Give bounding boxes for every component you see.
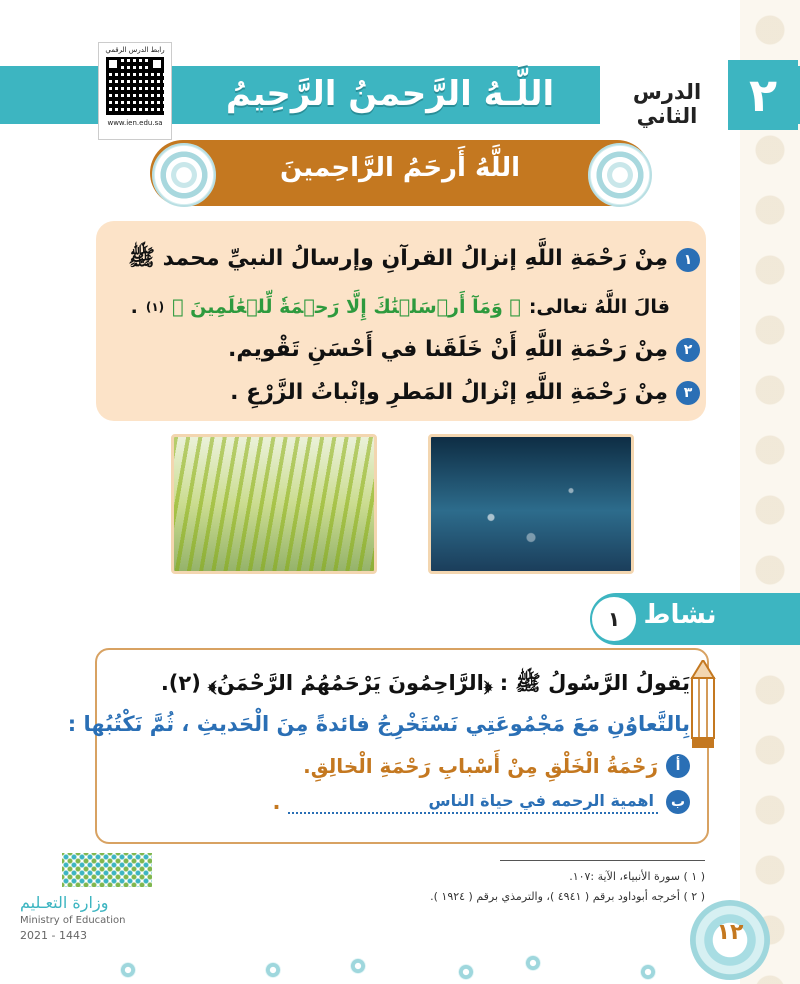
ministry-name-en: Ministry of Education: [20, 915, 126, 926]
activity-number: ١: [592, 597, 636, 641]
footnote-ref-1: (١): [145, 300, 165, 314]
point-3: [230, 380, 700, 405]
point-number: ٣: [676, 381, 700, 405]
answer-end: .: [272, 790, 281, 814]
quran-quote: [131, 296, 670, 318]
point-number: ١: [676, 248, 700, 272]
decor-dot-icon: [120, 962, 136, 978]
activity-item-b: [273, 790, 691, 814]
footnote-rule: [500, 860, 705, 861]
qr-card[interactable]: [98, 42, 172, 140]
wheat-photo: [171, 434, 377, 574]
ministry-name-ar: وزارة التعـليم: [20, 893, 109, 912]
ministry-emblem-icon: [62, 853, 152, 887]
decor-dot-icon: [525, 955, 541, 971]
qr-label: رابط الدرس الرقمي: [105, 46, 165, 54]
qr-code-icon[interactable]: [106, 57, 164, 115]
decor-dot-icon: [640, 964, 656, 980]
item-letter: أ: [666, 754, 690, 778]
item-text: رَحْمَةُ الْخَلْقِ مِنْ أَسْبابِ رَحْمَةِ الْخالِقِ.: [303, 754, 658, 778]
decor-dot-icon: [458, 964, 474, 980]
item-letter: ب: [666, 790, 690, 814]
lesson-label: الدرس الثاني: [632, 80, 702, 128]
point-text: مِنْ رَحْمَةِ اللَّهِ إنزالُ القرآنِ وإرسالُ النبيِّ محمد ﷺ: [128, 246, 668, 271]
decor-dot-icon: [265, 962, 281, 978]
point-number: ٢: [676, 338, 700, 362]
quran-verse: ﴿ وَمَآ أَرۡسَلۡنَٰكَ إِلَّا رَحۡمَةٗ لِّلۡعَٰلَمِينَ ﴾: [172, 296, 521, 318]
lesson-title: اللَّـهُ الرَّحمنُ الرَّحِيمُ: [225, 74, 555, 114]
activity-instruction: بِالتَّعاوُنِ مَعَ مَجْمُوعَتِي نَسْتَخْرِجُ فائدةً مِنَ الْحَديثِ ، ثُمَّ نَكْتُبُها :: [67, 712, 690, 736]
point-text: مِنْ رَحْمَةِ اللَّهِ أَنْ خَلَقَنا في أَحْسَنِ تَقْويم.: [228, 337, 668, 362]
page-number: ١٢: [716, 920, 744, 945]
hadith-line: يَقولُ الرَّسُولُ ﷺ : ﴿الرَّاحِمُونَ يَرْحَمُهُمُ الرَّحْمَنُ﴾ (٢).: [160, 671, 690, 695]
section-banner-title: اللَّهُ أَرحَمُ الرَّاحِمينَ: [279, 153, 521, 183]
answer-field[interactable]: اهمية الرحمه في حياة الناس: [288, 791, 658, 814]
page-border-pattern: [740, 0, 800, 984]
quran-end: .: [130, 296, 138, 318]
activity-item-a: [303, 754, 690, 778]
decor-dot-icon: [350, 958, 366, 974]
point-2: [228, 337, 700, 362]
lesson-number: ٢: [728, 60, 798, 130]
footnote-2: ( ٢ ) أخرجه أبوداود برقم ( ٤٩٤١ )، والترمذي برقم ( ١٩٢٤ ).: [430, 890, 705, 903]
qr-url[interactable]: www.ien.edu.sa: [107, 119, 163, 127]
ministry-year: 2021 - 1443: [20, 929, 87, 942]
pencil-icon: [690, 660, 716, 750]
quran-prefix: قالَ اللَّهُ تعالى:: [528, 296, 670, 318]
point-text: مِنْ رَحْمَةِ اللَّهِ إنْزالُ المَطرِ وإنْباتُ الزَّرْعِ .: [230, 380, 668, 405]
rain-photo: [428, 434, 634, 574]
footnote-1: ( ١ ) سورة الأنبياء، الآية :١٠٧.: [569, 870, 705, 883]
activity-label: نشاط: [643, 600, 717, 630]
point-1: [128, 244, 700, 276]
